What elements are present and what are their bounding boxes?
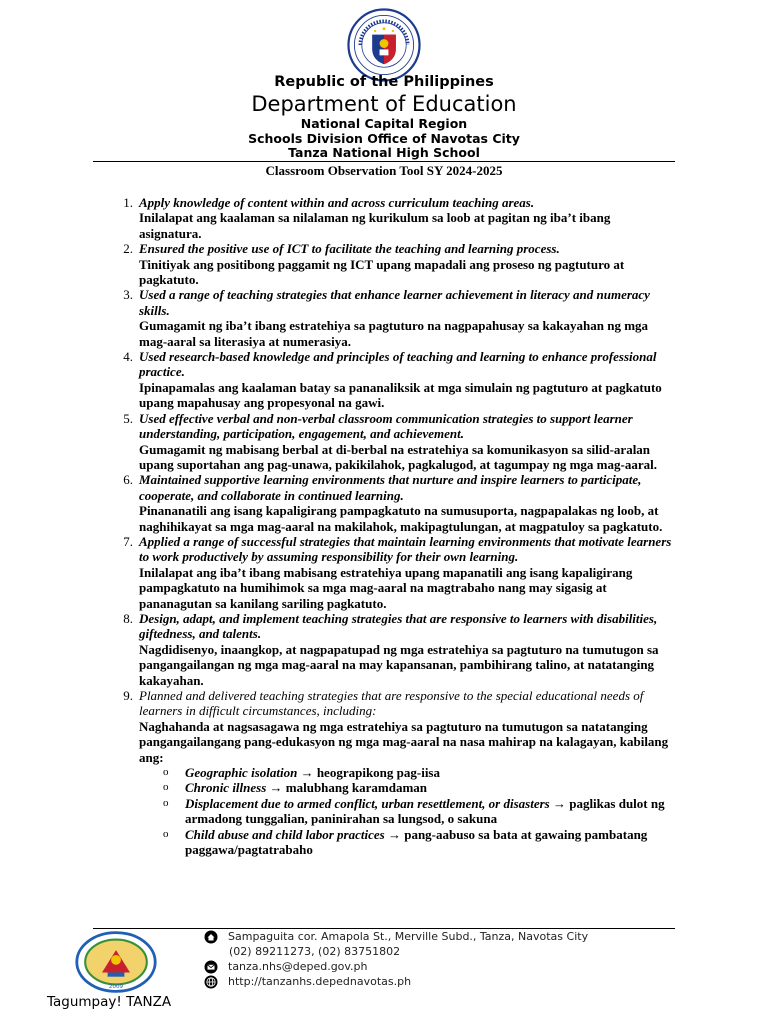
item-english-text: Ensured the positive use of ICT to facilitate the teaching and learning process. — [139, 241, 560, 257]
website-link[interactable]: http://tanzanhs.depednavotas.ph — [228, 975, 412, 988]
header-divider — [93, 161, 675, 162]
deped-seal-logo — [347, 8, 421, 82]
item-english-text: Used effective verbal and non-verbal classroom communication strategies to support learner understanding, participation, engagement, and achievement. — [139, 410, 633, 442]
list-item — [113, 411, 676, 473]
arrow-icon: → — [552, 795, 566, 811]
item-number: 3. — [123, 287, 133, 303]
globe-icon — [204, 975, 218, 989]
bullet-marker: o — [163, 766, 169, 779]
sublist-item — [139, 827, 676, 858]
arrow-icon: → — [300, 765, 314, 781]
list-item — [113, 611, 676, 688]
item-english-text: Maintained supportive learning environments that nurture and inspire learners to participate, cooperate, and collaborate in continued learning. — [139, 472, 642, 503]
item-english-text: Planned and delivered teaching strategies that are responsive to the special educational needs of learners in difficult circumstances, including: — [139, 688, 644, 719]
svg-text:2009: 2009 — [108, 983, 124, 990]
mail-icon — [204, 960, 218, 974]
bullet-marker: o — [163, 781, 169, 794]
phone-text: (02) 89211273, (02) 83751802 — [229, 945, 401, 958]
item-english-text: Used a range of teaching strategies that enhance learner achievement in literacy and numeracy skills. — [139, 287, 650, 318]
item-number: 4. — [123, 349, 133, 365]
item-filipino-text: Ipinapamalas ang kaalaman batay sa pananaliksik at mga simulain ng pagtuturo at pagkatuto upang mapahusay ang propesyonal na gawi. — [139, 379, 662, 411]
item-number: 1. — [123, 195, 133, 210]
school-tagline: Tagumpay! TANZA — [47, 994, 172, 1010]
subitem-english: Displacement due to armed conflict, urban resettlement, or disasters — [185, 795, 550, 811]
item-number: 8. — [123, 610, 133, 626]
school-heading: Tanza National High School — [288, 145, 480, 160]
item-number: 7. — [123, 533, 133, 549]
arrow-icon: → — [387, 826, 401, 842]
republic-heading: Republic of the Philippines — [274, 74, 494, 90]
subitem-filipino: pang-aabuso sa bata at gawaing pambatang paggawa/pagtatrabaho — [185, 826, 648, 858]
list-item — [113, 241, 676, 287]
item-filipino-text: Inilalapat ang iba’t ibang mabisang estratehiya upang mapanatili ang isang kapaligirang pampagkatuto na humihimok sa mga mag-aaral na magtrabaho nang may sigasig at pananagutan sa kanilang sariling pagkatuto. — [139, 564, 633, 611]
item-number: 9. — [123, 688, 133, 703]
subitem-english: Chronic illness — [185, 780, 267, 796]
item-filipino-text: Gumagamit ng iba’t ibang estratehiya sa pagtuturo na nagpapahusay sa kakayahan ng mga mag-aaral sa literasiya at numerasiya. — [139, 318, 649, 349]
list-item — [113, 287, 676, 349]
region-heading: National Capital Region — [300, 116, 468, 131]
list-item — [113, 349, 676, 411]
subitem-filipino: malubhang karamdaman — [285, 780, 428, 796]
bullet-marker: o — [163, 796, 169, 809]
department-heading: Department of Education — [251, 92, 517, 116]
sublist-item — [139, 796, 676, 827]
subitem-filipino: paglikas dulot ng armadong tunggalian, paninirahan sa lungsod, o sakuna — [185, 795, 665, 827]
email-line — [204, 960, 368, 974]
indicator-list — [113, 195, 676, 857]
subitem-english: Geographic isolation — [185, 765, 298, 781]
address-line — [204, 930, 588, 944]
item-english-text: Apply knowledge of content within and across curriculum teaching areas. — [139, 195, 535, 210]
document-title: Classroom Observation Tool SY 2024-2025 — [265, 163, 503, 178]
sublist-item — [139, 780, 676, 795]
list-item — [113, 472, 676, 534]
item-number: 6. — [123, 472, 133, 488]
item-filipino-text: Tinitiyak ang positibong paggamit ng ICT upang mapadali ang proseso ng pagtuturo at pagkatuto. — [139, 256, 625, 288]
item-filipino-text: Inilalapat ang kaalaman sa nilalaman ng kurikulum sa loob at pagitan ng iba’t ibang asignatura. — [139, 210, 611, 241]
phone-line — [229, 945, 400, 958]
home-icon — [204, 930, 218, 944]
list-item — [113, 195, 676, 241]
circumstance-sublist — [139, 765, 676, 857]
item-filipino-text: Gumagamit ng mabisang berbal at di-berbal na estratehiya sa komunikasyon sa silid-aralan upang suportahan ang pag-unawa, pakikilahok, pagkalugod, at tagumpay ng mga mag-aaral. — [139, 441, 657, 472]
item-english-text: Design, adapt, and implement teaching strategies that are responsive to learners with disabilities, giftedness, and talents. — [139, 610, 658, 642]
item-number: 2. — [123, 241, 133, 257]
school-logo — [74, 930, 158, 994]
bullet-marker: o — [163, 827, 169, 840]
item-filipino-text: Pinananatili ang isang kapaligirang pampagkatuto na sumusuporta, nagpapalakas ng loob, at naghihikayat sa mga mag-aaral na makilahok, makipagtulungan, at magpatuloy sa pagkatuto. — [139, 503, 663, 534]
footer-divider — [93, 928, 675, 929]
list-item — [113, 534, 676, 611]
list-item — [113, 688, 676, 857]
item-number: 5. — [123, 410, 133, 426]
subitem-filipino: heograpikong pag-iisa — [316, 765, 440, 781]
item-english-text: Used research-based knowledge and principles of teaching and learning to enhance professional practice. — [139, 349, 657, 380]
arrow-icon: → — [269, 780, 283, 796]
subitem-english: Child abuse and child labor practices — [185, 826, 385, 842]
address-text: Sampaguita cor. Amapola St., Merville Subd., Tanza, Navotas City — [228, 930, 589, 943]
item-english-text: Applied a range of successful strategies that maintain learning environments that motivate learners to work productively by assuming responsibility for their own learning. — [139, 533, 672, 565]
website-line — [204, 975, 411, 989]
item-filipino-text: Naghahanda at nagsasagawa ng mga estratehiya sa pagtuturo na tumutugon sa natatanging pangangailangang pang-edukasyon ng mga mag-aaral na nasa mahirap na kalagayan, kabilang ang: — [139, 718, 669, 765]
email-link[interactable]: tanza.nhs@deped.gov.ph — [228, 960, 368, 973]
sublist-item — [139, 765, 676, 780]
item-filipino-text: Nagdidisenyo, inaangkop, at nagpapatupad ng mga estratehiya sa pagtuturo na tumutugon sa pangangailangan ng mga mag-aaral na may kapansanan, pambihirang talino, at natatanging kakayahan. — [139, 641, 659, 688]
division-heading: Schools Division Office of Navotas City — [248, 131, 520, 146]
